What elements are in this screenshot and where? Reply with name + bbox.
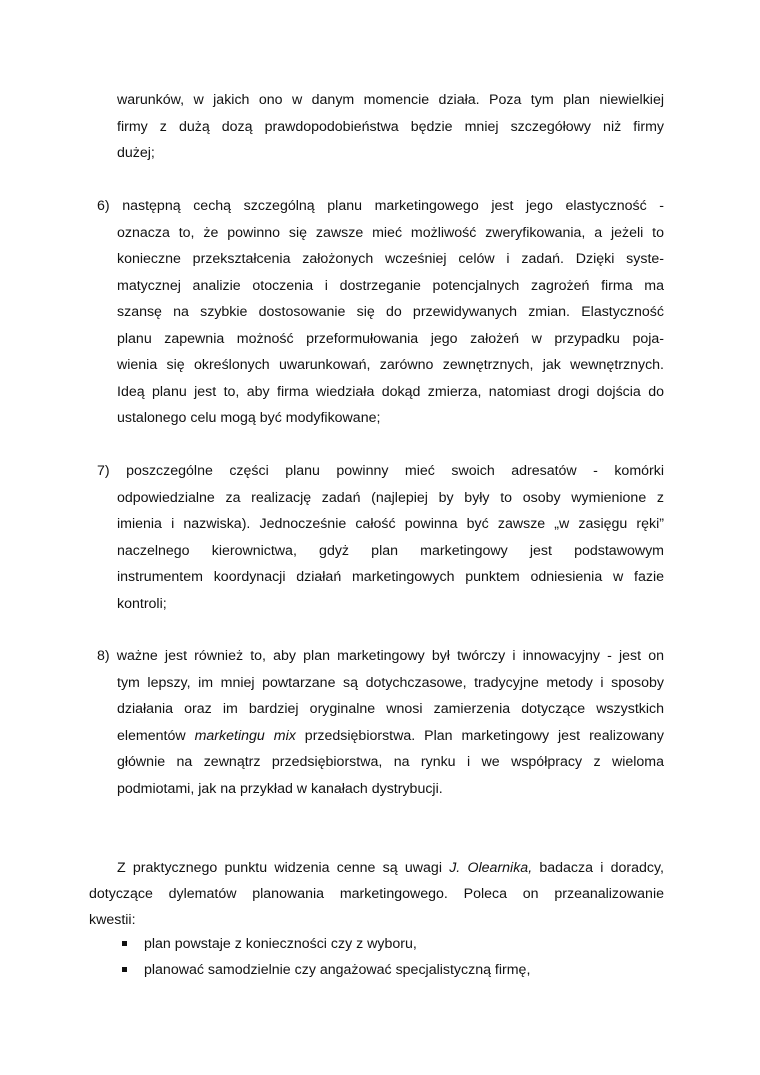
item-8-line: działania oraz im bardziej oryginalne wnosi zamierzenia dotyczące wszystkich [117, 701, 664, 717]
item-6-line: wienia się określonych uwarunkowań, zarówno zewnętrznych, jak wewnętrznych. [117, 357, 664, 373]
item-7-line: instrumentem koordynacji działań marketingowych punktem odniesienia w fazie [117, 569, 664, 585]
bullet-icon [122, 967, 127, 972]
paragraph-line: kwestii: [89, 912, 136, 928]
item-6-line: konieczne przekształcenia założonych wcześniej celów i zadań. Dzięki syste- [117, 251, 664, 267]
text-run: przedsiębiorstwa. Plan marketingowy jest realizowany [295, 728, 664, 744]
item-6-line: ustalonego celu mogą być modyfikowane; [117, 410, 381, 426]
item-7-line: naczelnego kierownictwa, gdyż plan marketingowy jest podstawowym [117, 543, 664, 559]
paragraph-line [117, 858, 664, 878]
item-6-line: 6) następną cechą szczególną planu marketingowego jest jego elastyczność - [97, 198, 664, 214]
item-8-line: tym lepszy, im mniej powtarzane są dotychczasowe, tradycyjne metody i sposoby [117, 675, 664, 691]
italic-author: J. Olearnika, [449, 860, 533, 876]
item-8-line: głównie na zewnątrz przedsiębiorstwa, na rynku i we współpracy z wieloma [117, 754, 664, 770]
continuation-line: warunków, w jakich ono w danym momencie działa. Poza tym plan niewielkiej [117, 92, 664, 108]
text-run: elementów [117, 728, 195, 744]
item-7-line: kontroli; [117, 596, 167, 612]
item-6-line: szansę na szybkie dostosowanie się do przewidywanych zmian. Elastyczność [117, 304, 664, 320]
item-7-line: odpowiedzialne za realizację zadań (najlepiej by były to osoby wymienione z [117, 490, 664, 506]
italic-term: marketingu mix [194, 728, 296, 744]
list-item: plan powstaje z konieczności czy z wyboru, [144, 936, 417, 952]
continuation-line: firmy z dużą dozą prawdopodobieństwa będzie mniej szczegółowy niż firmy [117, 119, 664, 135]
item-8-line: 8) ważne jest również to, aby plan marketingowy był twórczy i innowacyjny - jest on [97, 648, 664, 664]
text-run: badacza i doradcy, [532, 860, 664, 876]
text-run: Z praktycznego punktu widzenia cenne są uwagi [117, 860, 450, 876]
item-6-line: matycznej analizie otoczenia i dostrzeganie potencjalnych zagrożeń firma ma [117, 278, 664, 294]
item-7-line: imienia i nazwiska). Jednocześnie całość powinna być zawsze „w zasięgu ręki” [117, 516, 664, 532]
item-6-line: planu zapewnia możność przeformułowania jego założeń w przypadku poja- [117, 331, 664, 347]
item-8-line [117, 726, 664, 746]
paragraph-line: dotyczące dylematów planowania marketingowego. Poleca on przeanalizowanie [89, 886, 664, 902]
item-7-line: 7) poszczególne części planu powinny mieć swoich adresatów - komórki [97, 463, 664, 479]
continuation-line: dużej; [117, 145, 155, 161]
item-8-line: podmiotami, jak na przykład w kanałach dystrybucji. [117, 781, 443, 797]
bullet-icon [122, 941, 127, 946]
item-6-line: Ideą planu jest to, aby firma wiedziała dokąd zmierza, natomiast drogi dojścia do [117, 384, 664, 400]
list-item: planować samodzielnie czy angażować specjalistyczną firmę, [144, 962, 531, 978]
item-6-line: oznacza to, że powinno się zawsze mieć możliwość zweryfikowania, a jeżeli to [117, 225, 664, 241]
